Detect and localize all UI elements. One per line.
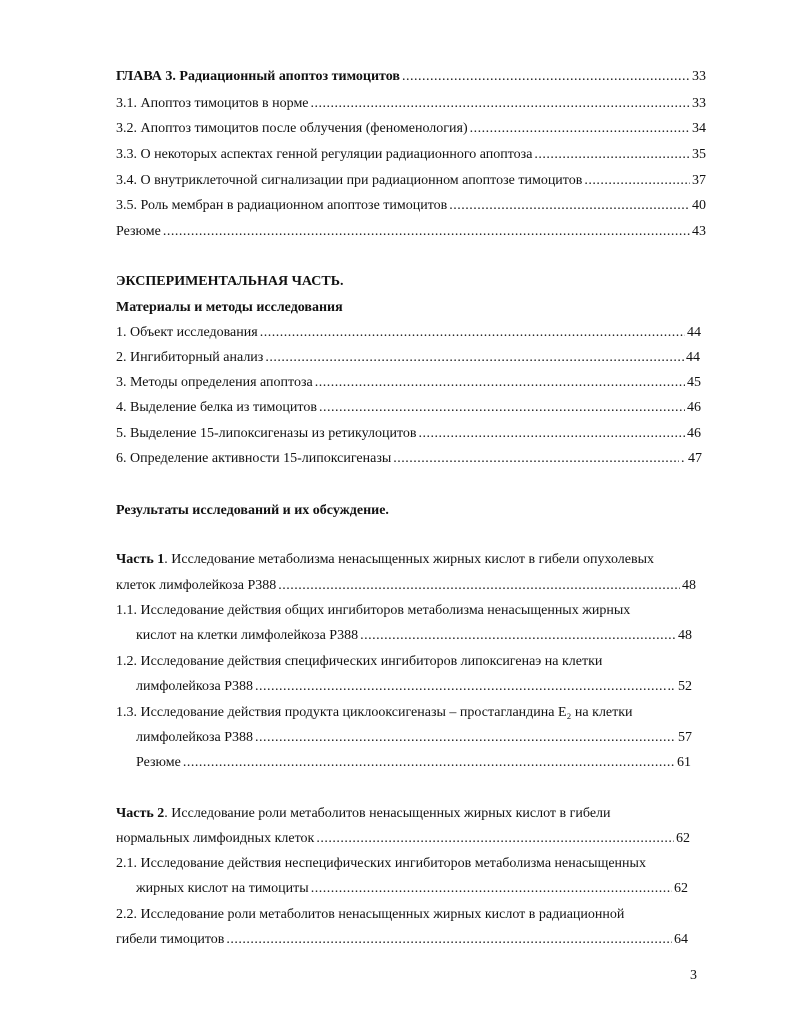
toc-entry-label: 4. Выделение белка из тимоцитов	[116, 400, 317, 415]
toc-entry	[116, 399, 701, 417]
toc-entry-page: 46	[687, 426, 701, 441]
toc-entry-page: 44	[687, 325, 701, 340]
toc-entry	[116, 450, 702, 468]
toc-entry-page: .. 52	[667, 679, 692, 694]
toc-entry	[116, 172, 706, 190]
toc-entry	[116, 425, 701, 443]
toc-part1-line2	[116, 577, 696, 595]
toc-entry-label: кислот на клетки лимфолейкоза P388	[136, 628, 359, 643]
toc-entry-label: 3.1. Апоптоз тимоцитов в норме	[116, 96, 309, 111]
toc-leader-dots	[255, 729, 676, 747]
toc-entry-line1: 2.1. Исследование действия неспецифических ингибиторов метаболизма ненасыщенных	[116, 856, 646, 871]
toc-part-title: . Исследование роли метаболитов ненасыщенных жирных кислот в гибели	[164, 806, 611, 821]
toc-entry-label: 3.4. О внутриклеточной сигнализации при радиационном апоптозе тимоцитов	[116, 173, 583, 188]
toc-leader-dots	[255, 678, 665, 696]
toc-entry	[136, 729, 692, 747]
toc-entry-label: жирных кислот на тимоциты	[136, 881, 309, 896]
toc-entry-label: 3.3. О некоторых аспектах генной регуляции радиационного апоптоза	[116, 147, 533, 162]
toc-leader-dots	[260, 324, 685, 342]
toc-entry-page: 57	[678, 730, 692, 745]
toc-entry-page: . 47	[681, 451, 702, 466]
toc-entry-label: гибели тимоцитов	[116, 932, 225, 947]
toc-part-label: Часть 1	[116, 552, 165, 567]
toc-entry-page: 44	[686, 350, 700, 365]
toc-entry	[116, 146, 706, 164]
toc-entry-page: 46	[687, 400, 701, 415]
toc-leader-dots	[449, 197, 690, 215]
toc-leader-dots	[419, 425, 685, 443]
toc-entry	[116, 120, 706, 138]
toc-entry-page: 37	[692, 173, 706, 188]
toc-entry-page: 33	[692, 96, 706, 111]
toc-entry-label: лимфолейкоза P388	[136, 730, 254, 745]
toc-leader-dots	[319, 399, 685, 417]
toc-entry-page: 35	[692, 147, 706, 162]
section-subheading: Материалы и методы исследования	[116, 300, 343, 315]
toc-entry-page: 62	[674, 881, 688, 896]
toc-leader-dots	[315, 374, 685, 392]
toc-entry-label: Резюме	[116, 224, 161, 239]
toc-leader-dots	[226, 931, 672, 949]
toc-entry-line1: 1.1. Исследование действия общих ингибиторов метаболизма ненасыщенных жирных	[116, 603, 631, 618]
toc-leader-dots	[183, 754, 675, 772]
toc-entry-page: 43	[692, 224, 706, 239]
toc-leader-dots	[393, 450, 679, 468]
page-number: 3	[690, 968, 697, 983]
toc-entry-label: 2. Ингибиторный анализ	[116, 350, 264, 365]
toc-entry-label: ГЛАВА 3. Радиационный апоптоз тимоцитов	[116, 69, 400, 84]
toc-entry-line1: 2.2. Исследование роли метаболитов ненасыщенных жирных кислот в радиационной	[116, 907, 625, 922]
toc-chapter3-title	[116, 68, 706, 86]
toc-entry	[136, 678, 692, 696]
toc-leader-dots	[311, 880, 672, 898]
toc-entry	[116, 95, 706, 113]
toc-leader-dots	[470, 120, 690, 138]
toc-leader-dots	[402, 68, 690, 86]
toc-entry-label: 6. Определение активности 15-липоксигеназы	[116, 451, 392, 466]
toc-entry-page: 64	[674, 932, 688, 947]
toc-leader-dots	[534, 146, 690, 164]
toc-entry-line1: 1.3. Исследование действия продукта циклооксигеназы – простагландина E₂ на клетки	[116, 705, 633, 720]
toc-entry-page: 61	[677, 755, 691, 770]
toc-entry-label: 3.5. Роль мембран в радиационном апоптозе тимоцитов	[116, 198, 448, 213]
toc-leader-dots	[311, 95, 690, 113]
toc-leader-dots	[316, 830, 674, 848]
toc-entry-label: лимфолейкоза P388	[136, 679, 254, 694]
toc-leader-dots	[265, 349, 684, 367]
toc-entry	[116, 324, 701, 342]
toc-part-label: Часть 2	[116, 806, 165, 821]
toc-entry	[116, 223, 706, 241]
toc-entry-page: 62	[676, 831, 690, 846]
toc-entry	[116, 931, 688, 949]
toc-entry-page: 40	[692, 198, 706, 213]
toc-entry-label: 3.2. Апоптоз тимоцитов после облучения (феноменология)	[116, 121, 468, 136]
toc-entry-label: 3. Методы определения апоптоза	[116, 375, 313, 390]
toc-part1-line1	[116, 551, 654, 569]
toc-entry-page: 48	[678, 628, 692, 643]
toc-entry	[116, 349, 700, 367]
toc-entry	[136, 754, 691, 772]
toc-entry	[116, 197, 706, 215]
toc-entry-line1: 1.2. Исследование действия специфических ингибиторов липоксигенаэ на клетки	[116, 654, 603, 669]
toc-part2-line1	[116, 805, 611, 823]
toc-leader-dots	[163, 223, 690, 241]
toc-entry-label: 1. Объект исследования	[116, 325, 258, 340]
toc-entry-label: 5. Выделение 15-липоксигеназы из ретикулоцитов	[116, 426, 417, 441]
toc-part-title: . Исследование метаболизма ненасыщенных жирных кислот в гибели опухолевых	[164, 552, 654, 567]
toc-entry-page: 33	[692, 69, 706, 84]
section-heading: Результаты исследований и их обсуждение.	[116, 503, 389, 518]
toc-entry-label: нормальных лимфоидных клеток	[116, 831, 315, 846]
toc-entry-page: 34	[692, 121, 706, 136]
toc-entry-page: 45	[687, 375, 701, 390]
toc-entry	[116, 374, 701, 392]
toc-leader-dots	[278, 577, 680, 595]
toc-entry-label: Резюме	[136, 755, 181, 770]
toc-entry	[136, 880, 688, 898]
toc-leader-dots	[584, 172, 690, 190]
toc-part2-line2	[116, 830, 690, 848]
toc-entry-label: клеток лимфолейкоза P388	[116, 578, 277, 593]
toc-entry-page: 48	[682, 578, 696, 593]
toc-leader-dots	[360, 627, 676, 645]
toc-entry	[136, 627, 692, 645]
section-heading: ЭКСПЕРИМЕНТАЛЬНАЯ ЧАСТЬ.	[116, 274, 344, 289]
